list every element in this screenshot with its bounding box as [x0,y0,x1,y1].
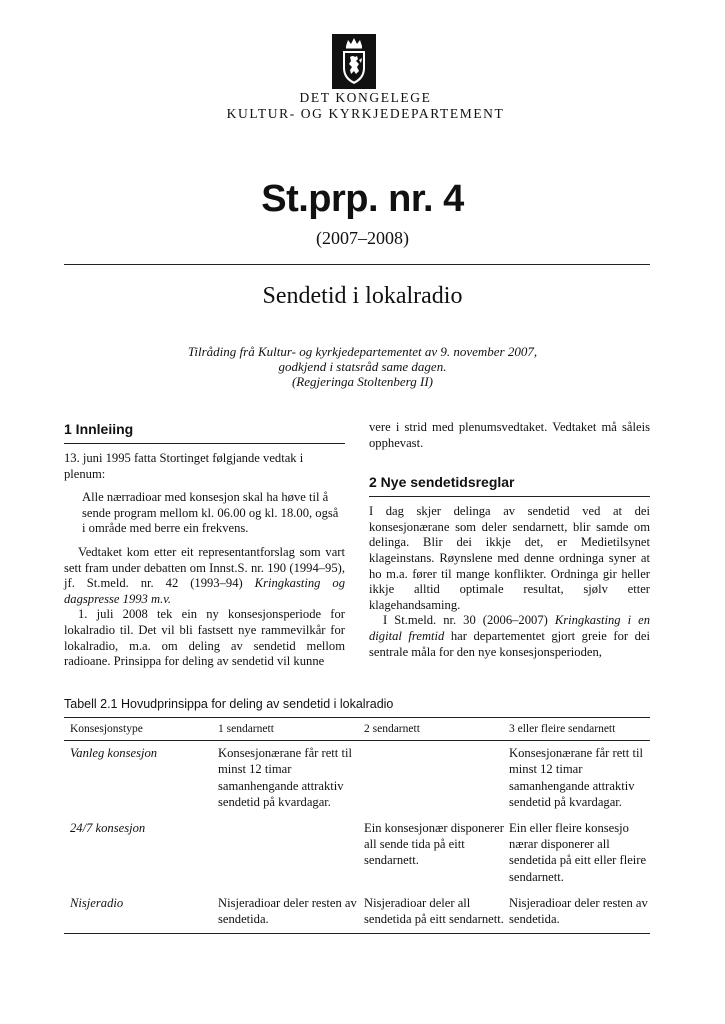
table-header-cell: 3 eller fleire sendarnett [509,718,650,741]
section-1-paragraph-2-italic: Kringkasting og dagspresse 1993 m.v. [64,576,346,606]
ministry-name-line2: KULTUR- OG KYRKJEDEPARTEMENT [226,106,505,121]
table-header-cell: 2 sendarnett [364,718,509,741]
section-2-paragraph-2-text: I St.meld. nr. 30 (2006–2007) [383,613,555,628]
section-2-paragraph-1: I dag skjer delinga av sendetid ved at dei konsesjonærane som deler sendarnett, blir samde om delinga. Blir dei ikkje det, er Medietilsynet klageinstans. Røynslene med denne ordninga syner at ho m.a. fører til mange konflikter. Ordninga gir heller ikkje alltid optimale resultat, sjølv etter klagehandsaming. [369,504,650,612]
document-number: St.prp. nr. 4 [261,178,464,220]
table-header-row [64,718,650,741]
table-cell: Konsesjonærane får rett til minst 12 timar samanhengande attraktiv sendetid på kvardagar. [509,746,643,809]
section-1-quote: Alle nærradioar med konsesjon skal ha høve til å sende program mellom kl. 06.00 og kl. 18.00, også i område med berre ein frekvens. [82,490,339,536]
section-1-paragraph-3: 1. juli 2008 tek ein ny konsesjonsperiode for lokalradio til. Det vil bli fastsett nye rammevilkår for lokalradio, m.a. om deling av sendetid mellom radioane. Prinsippa for deling av sendetid vil kunne [64,607,345,669]
sendetid-table [64,717,650,934]
table-cell [364,741,509,816]
approval-line-1: Tilråding frå Kultur- og kyrkjedepartementet av 9. november 2007, [187,344,538,359]
left-column [64,420,345,670]
table-cell: Nisjeradioar deler resten av sendetida. [218,891,364,934]
section-2-paragraph-2 [369,613,650,660]
section-1-paragraph-2-text: Vedtaket kom etter eit representantforslag som vart sett fram under debatten om Innst.S. nr. 190 (1994–95), jf. St.meld. nr. 42 (1993–94) [64,544,345,591]
section-2-paragraph-2-rest: har departementet gjort greie for dei sentrale måla for den nye konsesjonsperioden, [369,628,650,659]
section-1-paragraph-1: 13. juni 1995 fatta Stortinget følgjande vedtak i plenum: [64,451,304,481]
table-header-cell: Konsesjonstype [64,718,218,741]
approval-line-2: godkjend i statsråd same dagen. [278,359,447,374]
section-2-paragraph-2-italic: Kringkasting i en digital fremtid [369,613,650,643]
table-cell: Konsesjonærane får rett til minst 12 timar samanhengande attraktiv sendetid på kvardagar. [218,746,352,809]
table-caption: Tabell 2.1 Hovudprinsippa for deling av sendetid i lokalradio [64,697,394,711]
document-subtitle: Sendetid i lokalradio [262,283,463,309]
norwegian-coat-of-arms-icon [332,34,376,89]
table-cell: 24/7 konsesjon [70,821,146,836]
table-header-cell: 1 sendarnett [218,718,364,741]
title-divider [64,264,650,265]
table-cell: Vanleg konsesjon [70,746,158,761]
table-cell: Nisjeradio [64,891,218,934]
table-cell: Ein eller fleire konsesjo nærar disponerer all sendetida på eitt eller fleire sendarnett. [509,821,647,884]
table-row [64,891,650,934]
section-2-heading: 2 Nye sendetidsreglar [369,473,650,497]
approval-line-3: (Regjeringa Stoltenberg II) [291,374,434,389]
table-row [64,741,650,816]
section-1-paragraph-3-continued: vere i strid med plenumsvedtaket. Vedtaket må såleis opphevast. [369,420,650,450]
section-1-heading: 1 Innleiing [64,420,345,444]
right-column [369,420,650,660]
table-cell [218,816,364,891]
table-cell: Nisjeradioar deler resten av sendetida. [509,891,650,934]
ministry-name-line1: DET KONGELEGE [299,90,432,105]
table-cell: Nisjeradioar deler all sendetida på eitt sendarnett. [364,891,509,934]
table-cell: Ein konsesjonær disponerer all sende tida på eitt sendarnett. [364,821,504,868]
document-years: (2007–2008) [316,228,409,248]
table-row [64,816,650,891]
section-1-paragraph-2 [64,545,345,607]
